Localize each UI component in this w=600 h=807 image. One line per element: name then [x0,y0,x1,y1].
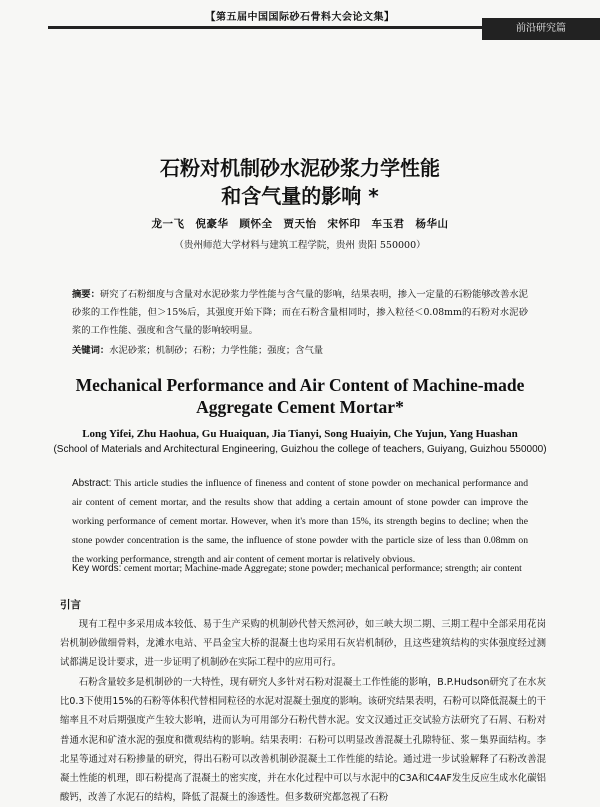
introduction-heading: 引言 [60,599,81,611]
introduction-paragraph-1: 现有工程中多采用成本较低、易于生产采购的机制砂代替天然河砂，如三峡大坝二期、三期工程中全部采用花岗岩机制砂做细骨料，龙滩水电站、平昌金宝大桥的混凝土也均采用石灰岩机制砂，且这些建筑结构的实体强度经过测试都满足设计要求，进一步证明了机制砂在实际工程中的应用可行。 [60,619,546,669]
chinese-abstract-text: 研究了石粉细度与含量对水泥砂浆力学性能与含气量的影响，结果表明，掺入一定量的石粉能够改善水泥砂浆的工作性能，但＞15%后，其强度开始下降；而在石粉含量相同时，掺入粒径＜0.08mm的石粉对水泥砂浆的工作性能、强度和含气量的影响较明显。 [72,289,528,336]
chinese-authors: 龙一飞 倪豪华 顾怀全 贾天怡 宋怀印 车玉君 杨华山 [151,218,449,230]
chinese-keywords-text: 水泥砂浆；机制砂；石粉；力学性能；强度；含气量 [109,345,324,356]
english-affiliation: (School of Materials and Architectural Engineering, Guizhou the college of teachers, Guiyang, Guizhou 550000) [53,444,547,455]
english-keywords-label: Key words: [72,563,122,574]
chinese-abstract [72,286,528,340]
chinese-keywords-label: 关键词： [72,345,110,356]
introduction-paragraph-2: 石粉含量较多是机制砂的一大特性，现有研究人多针对石粉对混凝土工作性能的影响，B.P.Hudson研究了在水灰比0.3下使用15%的石粉等体积代替相同粒径的水泥对混凝土强度的影响。该研究结果表明，石粉可以降低混凝土的干缩率且不对后期强度产生较大影响，进而认为可用部分石粉代替水泥。安文汉通过正交试验方法研究了石屑、石粉对普通水泥和矿渣水泥的强度和微观结构的影响。结果表明：石粉可以明显改善混凝土孔隙特征、浆－集界面结构。李北星等通过对石粉掺量的研究，得出石粉可以改善机制砂混凝土工作性能的结论。通过进一步试验解释了石粉改善混凝土性能的机理，即石粉提高了混凝土的密实度，并在水化过程中可以与水泥中的C3A和C4AF发生反应生成水化碳铝酸钙，改善了水泥石的结构，降低了混凝土的渗透性。但多数研究都忽视了石粉 [60,677,546,804]
running-header: 【第五届中国国际砂石骨料大会论文集】 [205,12,395,23]
english-title-line2: Aggregate Cement Mortar* [196,397,404,417]
english-keywords [72,563,528,574]
chinese-title-line2: 和含气量的影响 * [221,184,379,208]
english-title-line1: Mechanical Performance and Air Content of Machine-made [75,375,525,395]
english-keywords-text: cement mortar; Machine-made Aggregate; stone powder; mechanical performance; strength; air content [123,563,522,574]
chinese-keywords [72,342,528,356]
section-tab: 前沿研究篇 [482,18,600,40]
english-authors: Long Yifei, Zhu Haohua, Gu Huaiquan, Jia Tianyi, Song Huaiyin, Che Yujun, Yang Huashan [82,428,518,440]
english-abstract-label: Abstract: [72,478,112,489]
english-abstract-text: This article studies the influence of fineness and content of stone powder on mechanical performance and air content of cement mortar, and the results show that adding a certain amount of stone powder can improve the working performance of cement mortar. However, when it's more than 15%, its strength begins to decline; when the stone powder concentration is the same, the influence of stone powder with the particle size of less than 0.08mm on the working performance, strength and air content of cement mortar is relatively obvious. [72,478,528,565]
chinese-affiliation: （贵州师范大学材料与建筑工程学院，贵州 贵阳 550000） [174,240,426,251]
chinese-title-line1: 石粉对机制砂水泥砂浆力学性能 [160,156,440,180]
english-abstract [72,474,528,569]
chinese-abstract-label: 摘要： [72,289,100,300]
